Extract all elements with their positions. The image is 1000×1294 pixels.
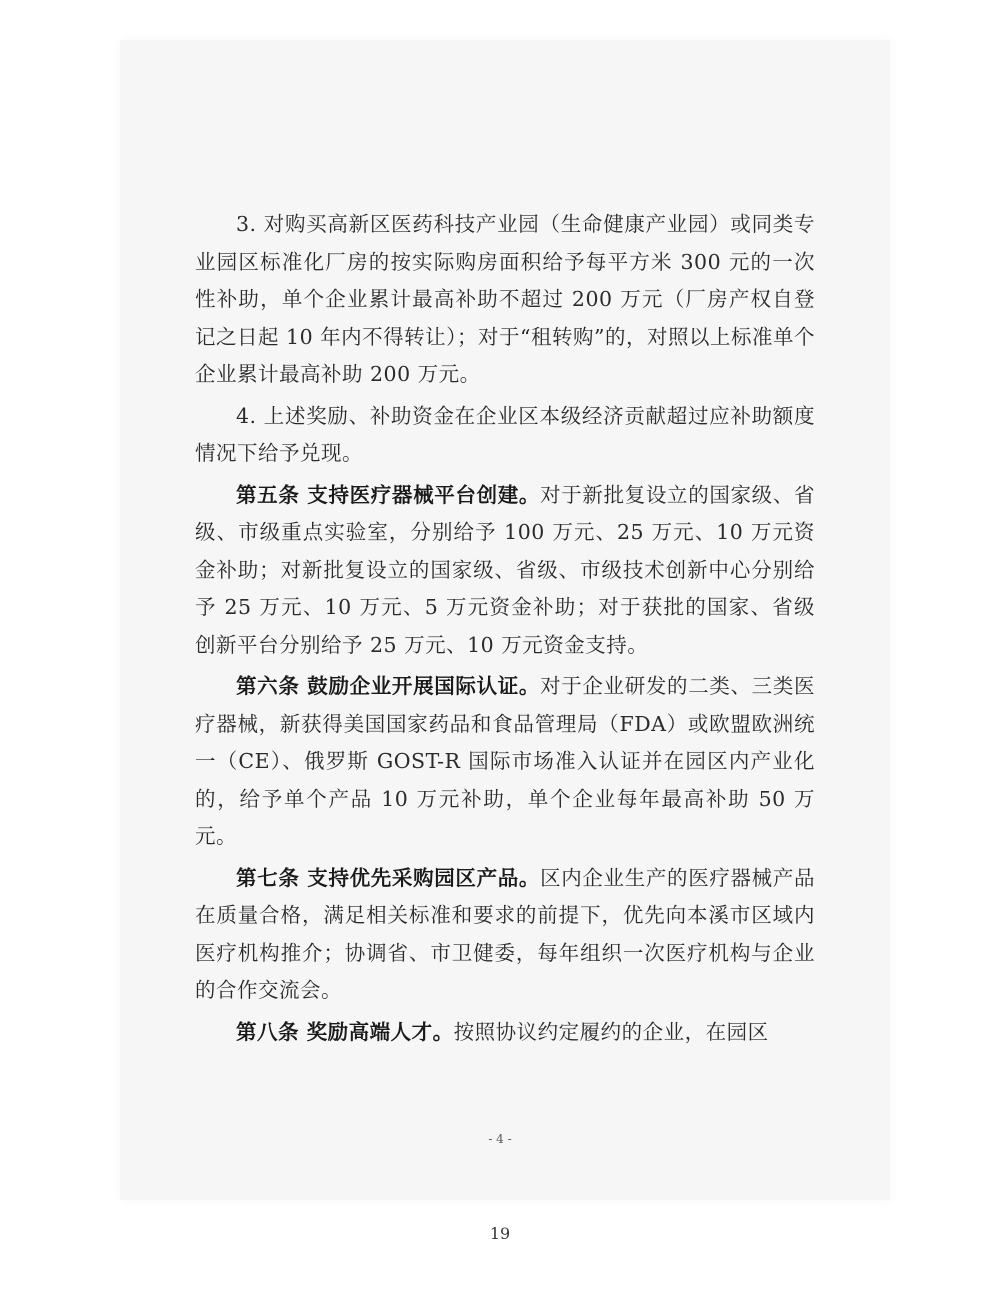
article-8	[195, 1014, 815, 1052]
paragraph-item-3: 3. 对购买高新区医药科技产业园（生命健康产业园）或同类专业园区标准化厂房的按实际购房面积给予每平方米 300 元的一次性补助，单个企业累计最高补助不超过 200 万元（厂房产权自登记之日起 10 年内不得转让）；对于“租转购”的，对照以上标准单个企业累计最高补助 200 万元。	[195, 212, 815, 386]
inner-page-number: - 4 -	[488, 1132, 512, 1146]
article-7-heading: 第七条 支持优先采购园区产品。	[236, 865, 541, 890]
article-7-text: 区内企业生产的医疗器械产品在质量合格，满足相关标准和要求的前提下，优先向本溪市区域内医疗机构推介；协调省、市卫健委，每年组织一次医疗机构与企业的合作交流会。	[195, 865, 815, 1002]
article-5-heading: 第五条 支持医疗器械平台创建。	[236, 482, 541, 507]
article-6	[195, 668, 815, 856]
article-5-text: 对于新批复设立的国家级、省级、市级重点实验室，分别给予 100 万元、25 万元、10 万元资金补助；对新批复设立的国家级、省级、市级技术创新中心分别给予 25 万元、10 万元、5 万元资金补助；对于获批的国家、省级创新平台分别给予 25 万元、10 万元资金支持。	[195, 482, 815, 657]
document-body	[195, 206, 815, 1051]
article-8-text: 按照协议约定履约的企业，在园区	[453, 1019, 769, 1044]
article-7	[195, 860, 815, 1010]
article-6-text: 对于企业研发的二类、三类医疗器械，新获得美国国家药品和食品管理局（FDA）或欧盟欧洲统一（CE）、俄罗斯 GOST-R 国际市场准入认证并在园区内产业化的，给予单个产品 10 万元补助，单个企业每年最高补助 50 万元。	[195, 674, 815, 848]
article-8-heading: 第八条 奖励高端人才。	[236, 1019, 454, 1044]
article-6-heading: 第六条 鼓励企业开展国际认证。	[236, 674, 541, 698]
outer-page-number: 19	[489, 1224, 511, 1243]
article-5	[195, 477, 815, 665]
paragraph-item-4: 4. 上述奖励、补助资金在企业区本级经济贡献超过应补助额度情况下给予兑现。	[195, 403, 815, 465]
